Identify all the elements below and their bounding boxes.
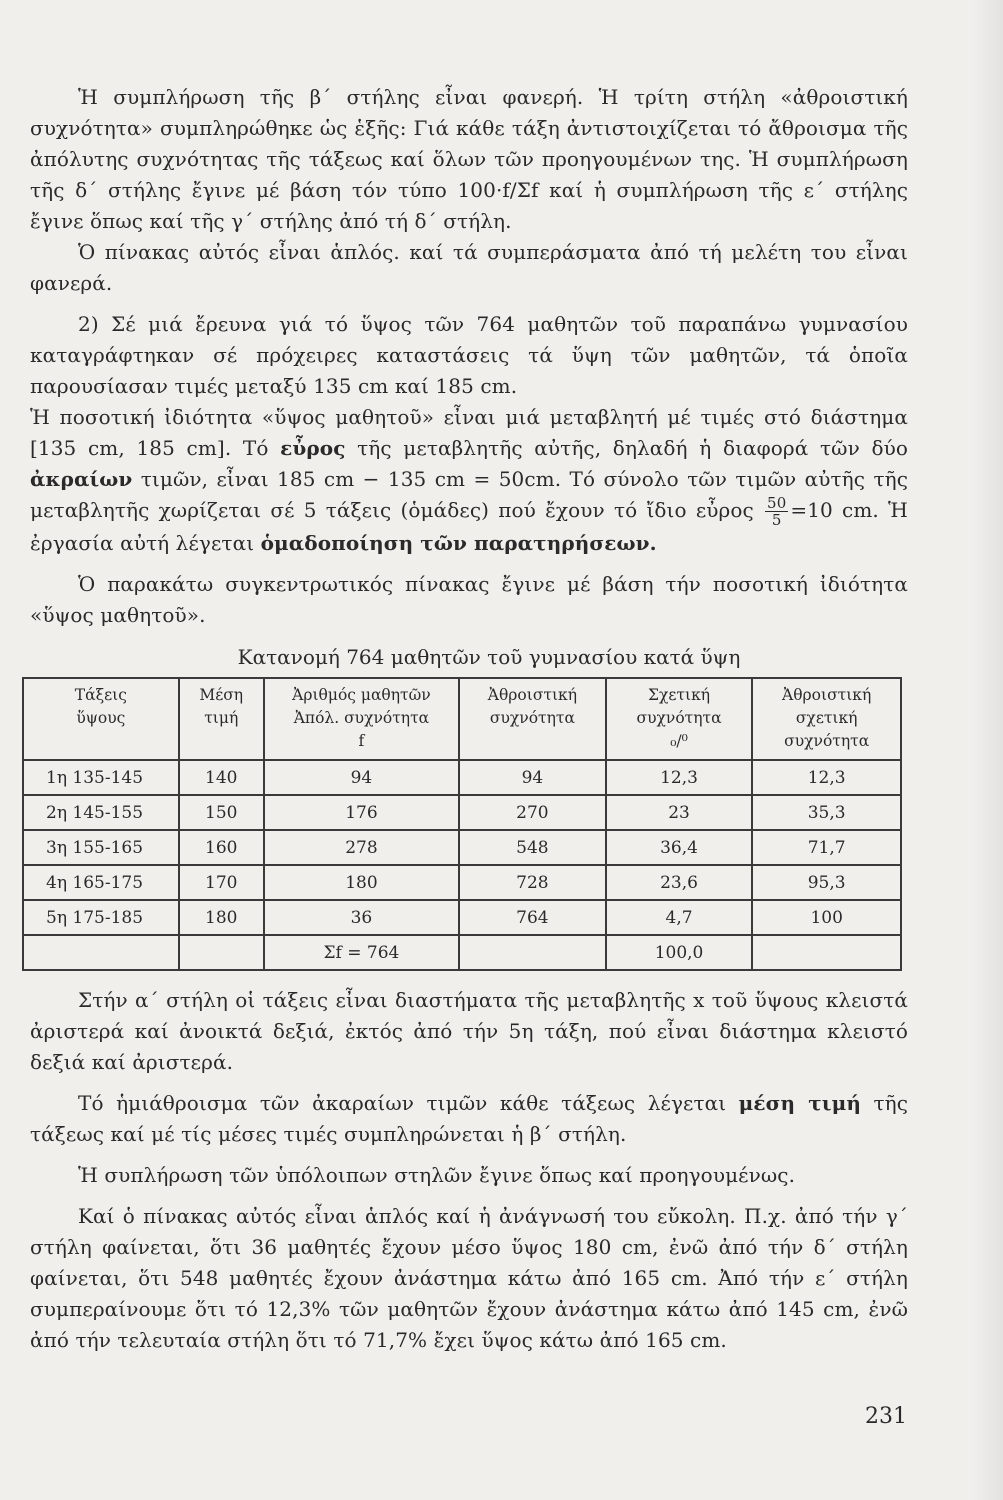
- table-caption: Κατανομή 764 μαθητῶν τοῦ γυμνασίου κατά ὕψη: [237, 645, 741, 669]
- bold-term-mean-value: μέση τιμή: [738, 1091, 861, 1115]
- paragraph-7: Τό ἡμιάθροισμα τῶν ἀκαραίων τιμῶν κάθε τάξεως λέγεται μέση τιμή τῆς τάξεως καί μέ τίς μέσες τιμές συμπληρώνεται ἡ β΄ στήλη.: [30, 1091, 909, 1146]
- paragraph-6: Στήν α΄ στήλη οἱ τάξεις εἶναι διαστήματα τῆς μεταβλητῆς x τοῦ ὕψους κλειστά ἀριστερά καί ἀνοικτά δεξιά, ἐκτός ἀπό τήν 5η τάξη, πού εἶναι διάστημα κλειστό δεξιά καί ἀριστερά.: [30, 988, 908, 1074]
- total-frequency: Σf = 764: [264, 935, 459, 970]
- table-total-row: [23, 935, 901, 970]
- header-mean: Μέση τιμή: [179, 678, 264, 760]
- header-abs-freq: Ἀριθμός μαθητῶν Ἀπόλ. συχνότητα f: [264, 678, 459, 760]
- table-row: 2η 145-155 150 176 270 23 35,3: [23, 795, 901, 830]
- table-row: 4η 165-175 170 180 728 23,6 95,3: [23, 865, 901, 900]
- paragraph-5: Ὁ παρακάτω συγκεντρωτικός πίνακας ἔγινε μέ βάση τήν ποσοτική ἰδιότητα «ὕψος μαθητοῦ».: [30, 572, 908, 627]
- table-header-row: [23, 678, 901, 760]
- page-number: 231: [865, 1404, 907, 1429]
- paragraph-1: Ἡ συμπλήρωση τῆς β΄ στήλης εἶναι φανερή. Ἡ τρίτη στήλη «ἀθροιστική συχνότητα» συμπληρώθηκε ὡς ἑξῆς: Γιά κάθε τάξη ἀντιστοιχίζεται τό ἄθροισμα τῆς ἀπόλυτης συχνότητας τῆς τάξεως καί ὅλων τῶν προηγουμένων της. Ἡ συμπλήρωση τῆς δ΄ στήλης ἔγινε μέ βάση τόν τύπο 100·f/Σf καί ἡ συμπλήρωση τῆς ε΄ στήλης ἔγινε ὅπως καί τῆς γ΄ στήλης ἀπό τή δ΄ στήλη.: [30, 85, 908, 233]
- bold-term-extreme: ἀκραίων: [30, 467, 133, 491]
- paragraph-2: Ὁ πίνακας αὐτός εἶναι ἁπλός. καί τά συμπεράσματα ἀπό τή μελέτη του εἶναι φανερά.: [30, 240, 908, 295]
- table-row: 3η 155-165 160 278 548 36,4 71,7: [23, 830, 901, 865]
- header-cum-rel-freq: Ἀθροιστική σχετική συχνότητα: [752, 678, 901, 760]
- table-row: 1η 135-145 140 94 94 12,3 12,3: [23, 760, 901, 795]
- table-row: 5η 175-185 180 36 764 4,7 100: [23, 900, 901, 935]
- paragraph-9: Καί ὁ πίνακας αὐτός εἶναι ἁπλός καί ἡ ἀνάγνωσή του εὔκολη. Π.χ. ἀπό τήν γ΄ στήλη φαίνεται, ὅτι 36 μαθητές ἔχουν μέσο ὕψος 180 cm, ἐνῶ ἀπό τήν δ΄ στήλη φαίνεται, ὅτι 548 μαθητές ἔχουν ἀνάστημα κάτω ἀπό 165 cm. Ἀπό τήν ε΄ στήλη συμπεραίνουμε ὅτι τό 12,3% τῶν μαθητῶν ἔχουν ἀνάστημα κάτω ἀπό 145 cm, ἐνῶ ἀπό τήν τελευταία στήλη ὅτι τό 71,7% ἔχει ὕψος κάτω ἀπό 165 cm.: [30, 1204, 908, 1352]
- distribution-table: [22, 677, 902, 971]
- total-relative-frequency: 100,0: [606, 935, 753, 970]
- bold-term-grouping: ὁμαδοποίηση τῶν παρατηρήσεων.: [260, 531, 657, 555]
- page-body: [30, 82, 908, 1356]
- header-classes: Τάξεις ὕψους: [23, 678, 179, 760]
- header-cum-freq: Ἀθροιστική συχνότητα: [459, 678, 606, 760]
- paragraph-3: 2) Σέ μιά ἔρευνα γιά τό ὕψος τῶν 764 μαθητῶν τοῦ παραπάνω γυμνασίου καταγράφτηκαν σέ πρόχειρες καταστάσεις τά ὕψη τῶν μαθητῶν, τά ὁποῖα παρουσίασαν τιμές μεταξύ 135 cm καί 185 cm.: [30, 312, 908, 398]
- page-edge-shadow: [973, 0, 1003, 1500]
- paragraph-4: Ἡ ποσοτική ἰδιότητα «ὕψος μαθητοῦ» εἶναι μιά μεταβλητή μέ τιμές στό διάστημα [135 cm, 185 cm]. Τό εὖρος τῆς μεταβλητῆς αὐτῆς, δηλαδή ἡ διαφορά τῶν δύο ἀκραίων τιμῶν, εἶναι 185 cm − 135 cm = 50cm. Τό σύνολο τῶν τιμῶν αὐτῆς τῆς μεταβλητῆς χωρίζεται σέ 5 τάξεις (ὁμάδες) πού ἔχουν τό ἴδιο εὖρος $\frac{50}{5}$ =10 cm. Ἡ ἐργασία αὐτή λέγεται ὁμαδοποίηση τῶν παρατηρήσεων.: [30, 405, 908, 555]
- fraction: $\frac{50}{5}$: [767, 494, 787, 529]
- paragraph-8: Ἡ συπλήρωση τῶν ὑπόλοιπων στηλῶν ἔγινε ὅπως καί προηγουμένως.: [78, 1163, 796, 1187]
- bold-term-range: εὖρος: [280, 436, 346, 460]
- header-rel-freq: Σχετική συχνότητα ₀/⁰: [606, 678, 753, 760]
